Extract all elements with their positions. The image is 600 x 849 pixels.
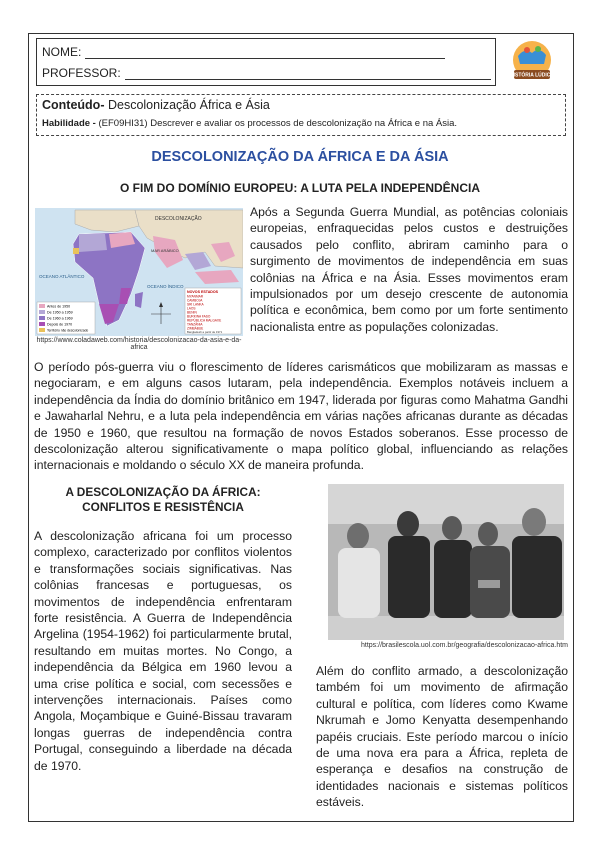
section2-heading-line1: A DESCOLONIZAÇÃO DA ÁFRICA: bbox=[65, 485, 261, 499]
conteudo-line bbox=[42, 98, 270, 112]
state-item: Bangladesh a partir de 1971 bbox=[187, 330, 223, 335]
page-title: DESCOLONIZAÇÃO DA ÁFRICA E DA ÁSIA bbox=[151, 149, 449, 165]
professor-row bbox=[42, 66, 491, 80]
africa-paragraph: A descolonização africana foi um processo complexo, caracterizado por conflitos violentos e transformações sociais significativas. Nas colônias francesas e portuguesas, os movimentos de independência enfrentaram forte resistência. A Guerra de Independência Argelina (1954-1962) foi particularmente brutal, resultando em muitas mortes. No Congo, a independência da Bélgica em 1960 levou a uma crise política e social, com secessões e intervenções internacionais. Países como Angola, Moçambique e Guiné-Bissau travaram longas guerras de independência contra Portugal, conseguindo a liberdade na década de 1970. bbox=[34, 529, 292, 773]
state-item: MYANMAR bbox=[187, 294, 204, 299]
section2-heading-line2: CONFLITOS E RESISTÊNCIA bbox=[82, 500, 244, 514]
professor-field[interactable] bbox=[125, 69, 491, 80]
name-row bbox=[42, 45, 445, 59]
states-title: NOVOS ESTADOS bbox=[187, 290, 219, 294]
professor-label: PROFESSOR: bbox=[42, 66, 121, 80]
map-ocean-indian: OCEANO ÍNDICO bbox=[147, 284, 184, 289]
legend-item: Antes de 1950 bbox=[47, 304, 71, 309]
habilidade-text: (EF09HI31) Descrever e avaliar os processos de descolonização na África e na Ásia. bbox=[98, 118, 458, 129]
state-item: BURKINA FASO bbox=[187, 314, 211, 319]
student-info-box bbox=[36, 38, 496, 86]
map-title: DESCOLONIZAÇÃO bbox=[155, 216, 202, 222]
postwar-paragraph: O período pós-guerra viu o florescimento de líderes carismáticos que mobilizaram as massas e negociaram, e em alguns casos lutaram, pela independência. Exemplos notáveis incluem a independência da Índia do domínio britânico em 1947, liderada por figuras como Mahatma Gandhi e Jawaharlal Nehru, e a luta pela independência em várias nações africanas durante as décadas de 1950 e 1960, que resultou na formação de novos Estados soberanos. Esse processo de descolonização alterou significativamente o mapa político global, influenciando as relações internacionais e moldando o século XX de maneira profunda. bbox=[34, 360, 568, 473]
name-label: NOME: bbox=[42, 45, 82, 59]
photo-caption: https://brasilescola.uol.com.br/geografia/descolonizacao-africa.htm bbox=[361, 642, 568, 649]
state-item: TANZÂNIA bbox=[187, 322, 203, 327]
map-ocean-atlantic: OCEANO ATLÂNTICO bbox=[39, 274, 85, 279]
legend-item: Território não descolonizado bbox=[47, 328, 89, 333]
legend-item: De 1950 a 1959 bbox=[47, 310, 73, 315]
leaders-photo bbox=[328, 484, 564, 640]
map-new-states bbox=[185, 288, 241, 334]
habilidade-line bbox=[42, 118, 457, 129]
section2-heading bbox=[34, 485, 292, 515]
map-caption: https://www.coladaweb.com/historia/descolonizacao-da-asia-e-da-africa bbox=[36, 337, 242, 351]
map-sea: MAR ARÁBICO bbox=[151, 248, 179, 253]
state-item: BENIN bbox=[187, 310, 197, 315]
habilidade-label: Habilidade - bbox=[42, 118, 96, 129]
intro-paragraph: Após a Segunda Guerra Mundial, as potências coloniais europeias, enfraquecidas pelos custos e destruições causados pelo conflito, abriram caminho para o surgimento de movimentos de independência em suas colônias na África e na Ásia. Esses movimentos eram impulsionados por um desejo crescente de autonomia política e econômica, bem como por um forte sentimento nacionalista entre as populações colonizadas. bbox=[250, 205, 568, 334]
historia-ludica-logo bbox=[506, 36, 558, 88]
conteudo-value: Descolonização África e Ásia bbox=[107, 98, 270, 112]
decolonization-map bbox=[35, 208, 243, 336]
state-item: REPÚBLICA MALGAXE bbox=[187, 318, 222, 323]
state-item: CAMBOJA bbox=[187, 298, 203, 303]
state-item: SRI LANKA bbox=[187, 302, 204, 307]
section1-heading: O FIM DO DOMÍNIO EUROPEU: A LUTA PELA INDEPENDÊNCIA bbox=[119, 181, 480, 195]
state-item: LAOS bbox=[187, 306, 196, 311]
state-item: ZIMBÁBUE bbox=[187, 326, 204, 331]
legend-item: Depois de 1970 bbox=[47, 322, 73, 327]
culture-paragraph: Além do conflito armado, a descolonização também foi um movimento de afirmação cultural e política, com líderes como Kwame Nkrumah e Jomo Kenyatta desempenhando papéis cruciais. Este período marcou o início de uma nova era para a África, repleta de esperança e desafios na construção de identidades nacionais e sistemas políticos estáveis. bbox=[316, 664, 568, 810]
legend-item: De 1960 a 1969 bbox=[47, 316, 73, 321]
conteudo-label: Conteúdo- bbox=[42, 98, 105, 112]
content-box bbox=[36, 94, 566, 136]
map-legend bbox=[37, 302, 95, 334]
logo-text: HISTÓRIA LÚDICA bbox=[510, 72, 554, 79]
name-field[interactable] bbox=[85, 48, 445, 59]
